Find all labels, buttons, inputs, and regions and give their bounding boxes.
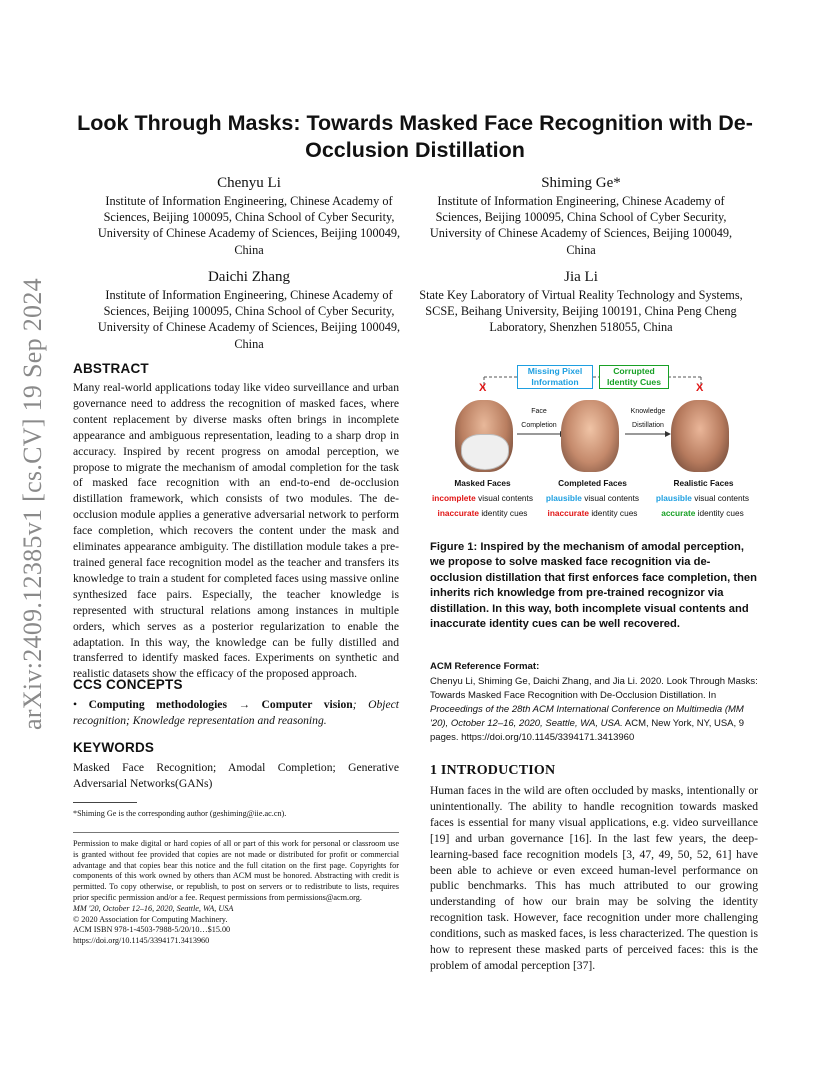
author-name: Daichi Zhang (207, 269, 291, 285)
permission-text: Permission to make digital or hard copies of all or part of this work for personal or classroom use is granted without fee provided that copies are not made or distributed for profit or commercial advantage and that copies bear this notice and the full citation on the first page. Copyrights for components of this work owned by others than ACM must be honored. Abstracting with credit is permitted. To copy otherwise, or republish, to post on servers or to redistribute to lists, requires prior specific permission and/or a fee. Request permissions from permissions@acm.org. (73, 839, 399, 902)
colored-word: plausible (655, 493, 692, 503)
realistic-faces-label: Realistic Faces (673, 478, 734, 488)
author-block-1 (86, 173, 412, 258)
row-text: visual contents (691, 493, 750, 503)
ccs-bullet: • (73, 698, 78, 711)
masked-visual-text (425, 493, 540, 503)
cross-icon: X (479, 382, 487, 394)
ccs-text (73, 697, 399, 729)
permission-isbn: ACM ISBN 978-1-4503-7988-5/20/10…$15.00 (73, 925, 231, 935)
ccs-rest: ; Object recognition; Knowledge representation and reasoning. (73, 698, 399, 727)
row-text: identity cues (695, 508, 744, 518)
figure-1 (425, 360, 760, 525)
row-text: visual contents (581, 493, 640, 503)
permission-block (73, 839, 399, 947)
ccs-heading: CCS CONCEPTS (73, 677, 183, 692)
arrow1-bottom-label: Completion (521, 422, 557, 429)
author-name: Chenyu Li (217, 175, 281, 191)
acm-ref-part2: ACM, New York, NY, USA, 9 pages. https://doi.org/10.1145/3394171.3413960 (430, 718, 745, 743)
row-text: identity cues (479, 508, 528, 518)
footnote: *Shiming Ge is the corresponding author (geshiming@iie.ac.cn). (73, 809, 287, 818)
missing-pixel-box (517, 365, 593, 389)
author-block-3 (86, 267, 412, 352)
author-affiliation: Institute of Information Engineering, Chinese Academy of Sciences, Beijing 100095, China School of Cyber Security, University of Chinese Academy of Sciences, Beijing 100049, China (97, 194, 401, 257)
permission-rule (73, 832, 399, 833)
footnote-rule (73, 802, 137, 803)
intro-heading: 1 INTRODUCTION (430, 763, 556, 778)
completed-visual-text (535, 493, 650, 503)
acm-ref-heading: ACM Reference Format: (430, 661, 540, 672)
author-affiliation: Institute of Information Engineering, Chinese Academy of Sciences, Beijing 100095, China School of Cyber Security, University of Chinese Academy of Sciences, Beijing 100049, China (429, 194, 733, 257)
colored-word: plausible (545, 493, 582, 503)
realistic-identity-text (645, 508, 760, 518)
colored-word: accurate (661, 508, 696, 518)
acm-ref-text (430, 675, 758, 745)
abstract-text: Many real-world applications today like video surveillance and urban governance need to address the recognition of masked faces, where content replacement by diverse masks often brings in incomplete appearance and ambiguous representation, leading to a sharp drop in accuracy. Inspired by recent progress on amodal perception, we propose to migrate the mechanism of amodal completion for the task of masked face recognition with an end-to-end de-occlusion distillation framework, which consists of two modules. The de-occlusion module applies a generative adversarial network to perform face completion, which recovers the content under the mask and eliminates appearance ambiguity. The distillation module takes a pre-trained general face recognition model as the teacher and transfers its knowledge to train a student for completed faces using massive online synthesized face pairs. Especially, the teacher knowledge is represented with structural relations among instances in multiple orders, which serves as a posterior regularization to enable the adaptation. In this way, the knowledge can be fully distilled and transferred to identify masked faces. Experiments on synthetic and realistic datasets show the efficacy of the proposed approach. (73, 381, 399, 681)
author-block-2 (418, 173, 744, 258)
author-block-4 (418, 267, 744, 336)
author-affiliation: State Key Laboratory of Virtual Reality Technology and Systems, SCSE, Beihang University, Beijing 100191, China Peng Cheng Laboratory, Shenzhen 518055, China (419, 288, 743, 335)
colored-word: inaccurate (437, 508, 480, 518)
masked-face-image (455, 400, 513, 472)
arxiv-stamp: arXiv:2409.12385v1 [cs.CV] 19 Sep 2024 (18, 278, 47, 730)
keywords-text: Masked Face Recognition; Amodal Completion; Generative Adversarial Networks(GANs) (73, 761, 399, 790)
keywords-heading: KEYWORDS (73, 740, 155, 755)
arrow2-top-label: Knowledge (630, 408, 666, 415)
arrow1-top-label: Face (531, 408, 547, 415)
paper-title: Look Through Masks: Towards Masked Face Recognition with De-Occlusion Distillation (77, 111, 753, 162)
colored-word: incomplete (432, 493, 476, 503)
completed-faces-label: Completed Faces (558, 478, 627, 488)
intro-text: Human faces in the wild are often occluded by masks, intentionally or unintentionally. The ability to handle recognition towards masked faces is essential for many visual applications, e.g. video surveillance [19] and urban governance [16]. In the last few years, the deep-learning-based face recognition models [3, 47, 49, 50, 52, 61] have been able to achieve or even exceed human-level performance on public benchmarks. This has much attributed to our growing understanding of how our brain may be solving the identity recognition task. However, face recognition under more challenging conditions, such as masked faces, is less characterized. The question is how to represent these masked parts of perceived faces: this is the problem of amodal perception [37]. (430, 784, 758, 972)
realistic-face-image (671, 400, 729, 472)
acm-ref-part1: Chenyu Li, Shiming Ge, Daichi Zhang, and Jia Li. 2020. Look Through Masks: Towards Masked Face Recognition with De-Occlusion Distillation. In (430, 676, 758, 701)
acm-ref-venue: Proceedings of the 28th ACM International Conference on Multimedia (MM '20), October 12–16, 2020, Seattle, WA, USA. (430, 704, 744, 729)
permission-doi: https://doi.org/10.1145/3394171.3413960 (73, 936, 210, 946)
figure-caption: Figure 1: Inspired by the mechanism of amodal perception, we propose to solve masked face recognition via de-occlusion distillation that first enforces face completion, then inherits rich knowledge from pre-trained recognizor via distillation. In this way, both incomplete visual contents and inaccurate identity cues can be well recovered. (430, 541, 757, 631)
author-name: Shiming Ge* (541, 175, 621, 191)
author-name: Jia Li (564, 269, 598, 285)
permission-copyright: © 2020 Association for Computing Machinery. (73, 914, 228, 924)
row-text: identity cues (589, 508, 638, 518)
colored-word: inaccurate (547, 508, 590, 518)
completed-face-image (561, 400, 619, 472)
ccs-bold: Computing methodologies → Computer vision (88, 698, 353, 711)
author-affiliation: Institute of Information Engineering, Chinese Academy of Sciences, Beijing 100095, China School of Cyber Security, University of Chinese Academy of Sciences, Beijing 100049, China (97, 288, 401, 351)
completed-identity-text (535, 508, 650, 518)
realistic-visual-text (645, 493, 760, 503)
cross-icon: X (696, 382, 704, 394)
permission-venue: MM '20, October 12–16, 2020, Seattle, WA, USA (73, 903, 234, 913)
missing-pixel-label: Missing Pixel Information (527, 366, 583, 387)
masked-faces-label: Masked Faces (454, 478, 511, 488)
abstract-heading: ABSTRACT (73, 361, 149, 376)
corrupted-identity-label: Corrupted Identity Cues (607, 366, 661, 387)
face-mask-icon (461, 434, 509, 470)
masked-identity-text (425, 508, 540, 518)
row-text: visual contents (475, 493, 533, 503)
arrow2-bottom-label: Distillation (632, 422, 664, 429)
corrupted-identity-box (599, 365, 669, 389)
